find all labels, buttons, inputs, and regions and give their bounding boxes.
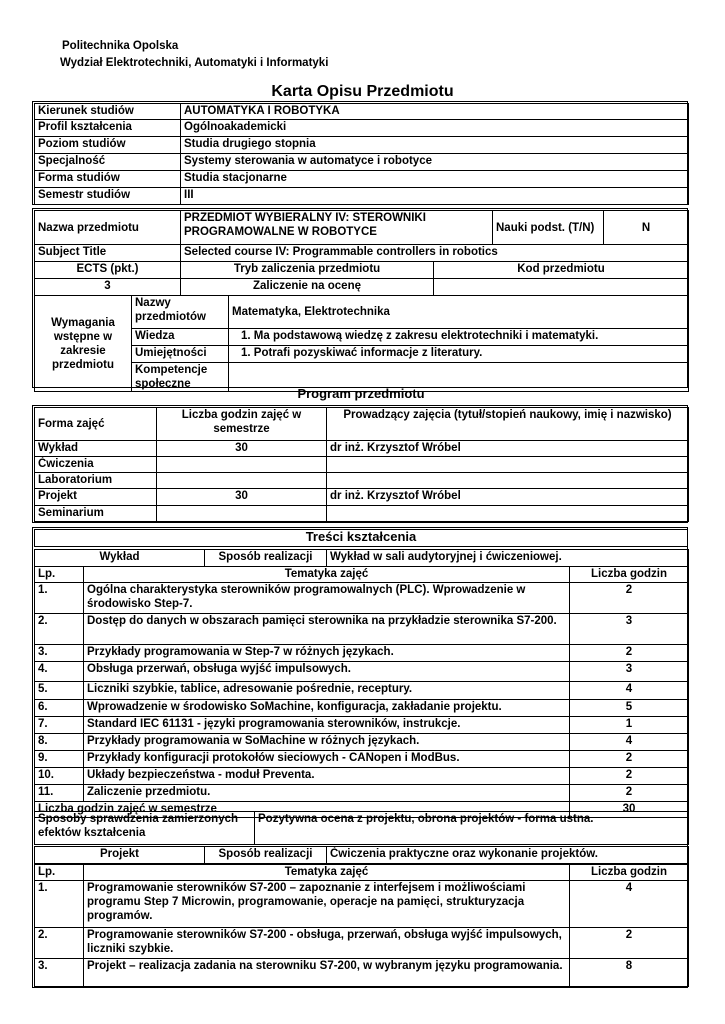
topic-lp: 5. (35, 682, 84, 700)
subject-table (34, 210, 689, 262)
topic-text: Standard IEC 61131 - języki programowania sterowników, instrukcje. (84, 717, 570, 734)
content-heading-table (34, 529, 688, 547)
topic-hours: 2 (570, 645, 689, 662)
topic-hours: 2 (570, 928, 689, 959)
topic-text: Przykłady konfiguracji protokołów sieciowych - CANopen i ModBus. (84, 751, 570, 768)
info-value: AUTOMATYKA I ROBOTYKA (181, 104, 689, 120)
topic-text: Programowanie sterowników S7-200 - obsługa, przerwań, obsługa wyjść impulsowych, liczniki szybkie. (84, 928, 570, 959)
topic-hours: 8 (570, 959, 689, 987)
topic-hours: 4 (570, 682, 689, 700)
program-teacher (327, 506, 689, 522)
topic-hours: 2 (570, 785, 689, 802)
program-heading: Program przedmiotu (297, 386, 425, 401)
req-row-label: Nazwy przedmiotów (132, 296, 229, 329)
info-value: Studia drugiego stopnia (181, 137, 689, 154)
topic-text: Liczniki szybkie, tablice, adresowanie pośrednie, receptury. (84, 682, 570, 700)
topic-text: Obsługa przerwań, obsługa wyjść impulsowych. (84, 662, 570, 682)
tryb-value: Zaliczenie na ocenę (181, 279, 434, 296)
wyklad-sposob-value: Wykład w sali audytoryjnej i ćwiczeniowej. (327, 550, 689, 567)
projekt-topics-table (34, 864, 689, 987)
ects-value: 3 (35, 279, 181, 296)
topic-lp: 6. (35, 700, 84, 717)
col-lp: Lp. (35, 865, 84, 881)
document-title: Karta Opisu Przedmiotu (271, 83, 454, 100)
requirements-table (34, 295, 689, 392)
faculty-name: Wydział Elektrotechniki, Automatyki i Informatyki (60, 57, 329, 69)
program-col-teacher: Prowadzący zajęcia (tytuł/stopień naukowy, imię i nazwisko) (327, 408, 689, 441)
topic-hours: 2 (570, 768, 689, 785)
topic-hours: 3 (570, 662, 689, 682)
program-hours (157, 457, 327, 473)
topic-text: Przykłady programowania w SoMachine w różnych językach. (84, 734, 570, 751)
program-teacher: dr inż. Krzysztof Wróbel (327, 441, 689, 457)
program-table (34, 407, 689, 522)
topic-lp: 1. (35, 583, 84, 614)
program-forma: Laboratorium (35, 473, 157, 489)
program-col-forma: Forma zajęć (35, 408, 157, 441)
requirements-label: Wymagania wstępne w zakresie przedmiotu (35, 296, 132, 392)
topic-hours: 4 (570, 734, 689, 751)
topic-lp: 11. (35, 785, 84, 802)
info-value: Studia stacjonarne (181, 171, 689, 188)
topic-hours: 2 (570, 751, 689, 768)
total-hours-label: Liczba godzin zajęć w semestrze (35, 802, 570, 818)
wyklad-topics-table (34, 566, 689, 818)
projekt-sposob-table (34, 846, 689, 864)
info-table (34, 103, 689, 205)
topic-lp: 9. (35, 751, 84, 768)
col-topic: Tematyka zajęć (84, 865, 570, 881)
program-forma: Projekt (35, 489, 157, 506)
req-row-label: Umiejętności (132, 346, 229, 363)
program-forma: Ćwiczenia (35, 457, 157, 473)
wyklad-check-table (34, 811, 689, 845)
info-value: III (181, 188, 689, 205)
topic-lp: 3. (35, 959, 84, 987)
req-row-label: Kompetencje społeczne (132, 363, 229, 392)
col-topic: Tematyka zajęć (84, 567, 570, 583)
wyklad-sposob-table (34, 549, 689, 567)
projekt-sposob-value: Ćwiczenia praktyczne oraz wykonanie projektów. (327, 847, 689, 864)
info-label: Specjalność (35, 154, 181, 171)
topic-lp: 10. (35, 768, 84, 785)
kod-label: Kod przedmiotu (434, 262, 689, 279)
program-forma: Seminarium (35, 506, 157, 522)
ects-table (34, 261, 689, 296)
col-hours: Liczba godzin (570, 567, 689, 583)
req-row-label: Wiedza (132, 329, 229, 346)
projekt-sposob-label: Sposób realizacji (205, 847, 327, 864)
col-hours: Liczba godzin (570, 865, 689, 881)
col-lp: Lp. (35, 567, 84, 583)
topic-hours: 1 (570, 717, 689, 734)
program-hours (157, 506, 327, 522)
topic-text: Projekt – realizacja zadania na sterowniku S7-200, w wybranym języku programowania. (84, 959, 570, 987)
info-value: Systemy sterowania w automatyce i robotyce (181, 154, 689, 171)
program-hours: 30 (157, 489, 327, 506)
req-row-value: Matematyka, Elektrotechnika (229, 296, 689, 329)
topic-hours: 3 (570, 614, 689, 645)
topic-text: Zaliczenie przedmiotu. (84, 785, 570, 802)
topic-text: Przykłady programowania w Step-7 w różnych językach. (84, 645, 570, 662)
ects-label: ECTS (pkt.) (35, 262, 181, 279)
subject-name-value: PRZEDMIOT WYBIERALNY IV: STEROWNIKI PROGRAMOWALNE W ROBOTYCE (181, 211, 493, 245)
basic-science-label: Nauki podst. (T/N) (493, 211, 604, 245)
subject-name-label: Nazwa przedmiotu (35, 211, 181, 245)
topic-lp: 8. (35, 734, 84, 751)
program-hours (157, 473, 327, 489)
program-teacher (327, 457, 689, 473)
program-col-hours: Liczba godzin zajęć w semestrze (157, 408, 327, 441)
topic-text: Wprowadzenie w środowisko SoMachine, konfiguracja, zakładanie projektu. (84, 700, 570, 717)
total-hours-value: 30 (570, 802, 689, 818)
topic-lp: 2. (35, 614, 84, 645)
info-label: Kierunek studiów (35, 104, 181, 120)
program-teacher (327, 473, 689, 489)
check-methods-label: Sposoby sprawdzenia zamierzonych efektów kształcenia (35, 812, 255, 845)
topic-text: Dostęp do danych w obszarach pamięci sterownika na przykładzie sterownika S7-200. (84, 614, 570, 645)
subject-title-label: Subject Title (35, 245, 181, 262)
topic-lp: 7. (35, 717, 84, 734)
program-forma: Wykład (35, 441, 157, 457)
university-name: Politechnika Opolska (62, 40, 179, 52)
wyklad-form-label: Wykład (35, 550, 205, 567)
topic-text: Ogólna charakterystyka sterowników programowalnych (PLC). Wprowadzenie w środowisko Step-7. (84, 583, 570, 614)
kod-value (434, 279, 689, 296)
program-hours: 30 (157, 441, 327, 457)
tryb-label: Tryb zaliczenia przedmiotu (181, 262, 434, 279)
basic-science-value: N (604, 211, 689, 245)
info-label: Poziom studiów (35, 137, 181, 154)
topic-lp: 2. (35, 928, 84, 959)
topic-lp: 1. (35, 881, 84, 928)
topic-lp: 3. (35, 645, 84, 662)
topic-hours: 4 (570, 881, 689, 928)
info-value: Ogólnoakademicki (181, 120, 689, 137)
req-row-value: 1. Ma podstawową wiedzę z zakresu elektrotechniki i matematyki. (229, 329, 689, 346)
wyklad-sposob-label: Sposób realizacji (205, 550, 327, 567)
content-heading: Treści kształcenia (35, 530, 688, 547)
req-row-value: 1. Potrafi pozyskiwać informacje z literatury. (229, 346, 689, 363)
topic-text: Programowanie sterowników S7-200 – zapoznanie z interfejsem i możliwościami programu Step 7 Microwin, programowanie, operacje na pamięci, strukturyzacja programów. (84, 881, 570, 928)
topic-hours: 2 (570, 583, 689, 614)
info-label: Forma studiów (35, 171, 181, 188)
program-teacher: dr inż. Krzysztof Wróbel (327, 489, 689, 506)
topic-lp: 4. (35, 662, 84, 682)
subject-title-value: Selected course IV: Programmable controllers in robotics (181, 245, 689, 262)
info-label: Profil kształcenia (35, 120, 181, 137)
projekt-form-label: Projekt (35, 847, 205, 864)
topic-hours: 5 (570, 700, 689, 717)
info-label: Semestr studiów (35, 188, 181, 205)
topic-text: Układy bezpieczeństwa - moduł Preventa. (84, 768, 570, 785)
check-methods-value: Pozytywna ocena z projektu, obrona projektów - forma ustna. (255, 812, 689, 845)
